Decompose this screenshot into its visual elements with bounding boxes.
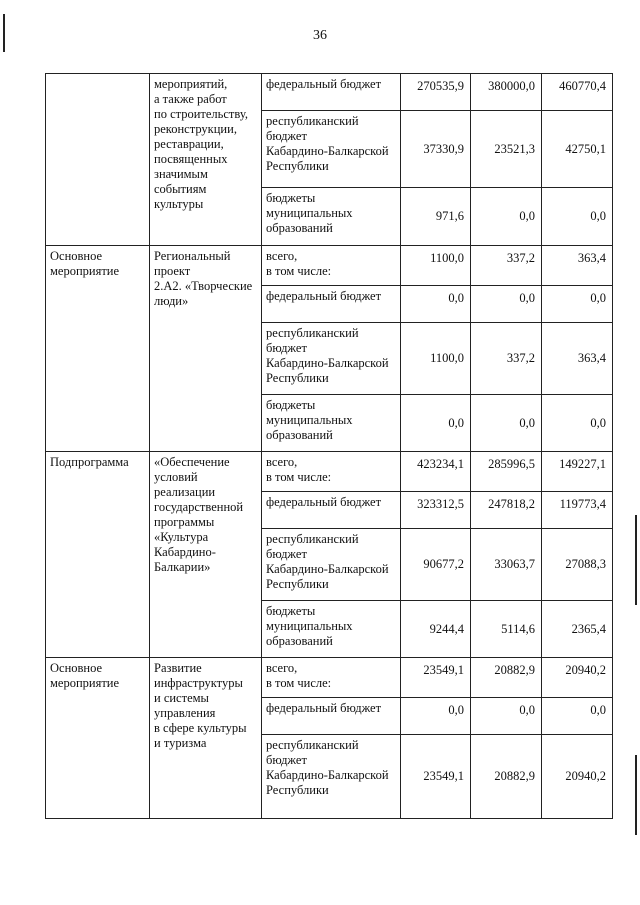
value-cell-year1: 323312,5 [401,492,471,529]
funding-source-cell: всего, в том числе: [262,246,401,286]
value-cell-year3: 27088,3 [542,529,613,601]
value-cell-year3: 0,0 [542,698,613,735]
funding-source-cell: республиканский бюджет Кабардино-Балкарской Республики [262,529,401,601]
value-cell-year2: 0,0 [471,698,542,735]
funding-source-cell: федеральный бюджет [262,286,401,323]
value-cell-year1: 37330,9 [401,111,471,188]
funding-source-cell: республиканский бюджет Кабардино-Балкарской Республики [262,323,401,395]
item-type-cell: Подпрограмма [46,452,150,658]
funding-source-cell: федеральный бюджет [262,698,401,735]
value-cell-year3: 42750,1 [542,111,613,188]
funding-source-cell: бюджеты муниципальных образований [262,395,401,452]
funding-source-cell: республиканский бюджет Кабардино-Балкарской Республики [262,111,401,188]
item-name-cell: Развитие инфраструктуры и системы управления в сфере культуры и туризма [150,658,262,819]
item-name-cell: мероприятий, а также работ по строительству, реконструкции, реставрации, посвященных значимым событиям культуры [150,74,262,246]
value-cell-year3: 149227,1 [542,452,613,492]
value-cell-year2: 0,0 [471,286,542,323]
value-cell-year2: 5114,6 [471,601,542,658]
value-cell-year3: 363,4 [542,323,613,395]
value-cell-year2: 23521,3 [471,111,542,188]
value-cell-year2: 337,2 [471,246,542,286]
value-cell-year2: 337,2 [471,323,542,395]
value-cell-year2: 247818,2 [471,492,542,529]
value-cell-year3: 20940,2 [542,735,613,819]
value-cell-year2: 20882,9 [471,658,542,698]
right-margin-mark-top [635,515,637,605]
value-cell-year2: 0,0 [471,188,542,246]
table-row [46,74,613,111]
value-cell-year1: 23549,1 [401,658,471,698]
value-cell-year2: 380000,0 [471,74,542,111]
funding-source-cell: республиканский бюджет Кабардино-Балкарской Республики [262,735,401,819]
item-type-cell: Основное мероприятие [46,246,150,452]
budget-table [45,73,613,819]
value-cell-year1: 1100,0 [401,323,471,395]
value-cell-year3: 460770,4 [542,74,613,111]
value-cell-year1: 423234,1 [401,452,471,492]
funding-source-cell: бюджеты муниципальных образований [262,601,401,658]
value-cell-year3: 0,0 [542,286,613,323]
table-row [46,246,613,286]
funding-source-cell: всего, в том числе: [262,658,401,698]
value-cell-year1: 0,0 [401,698,471,735]
funding-source-cell: всего, в том числе: [262,452,401,492]
value-cell-year1: 270535,9 [401,74,471,111]
item-name-cell: Региональный проект 2.А2. «Творческие люди» [150,246,262,452]
value-cell-year2: 285996,5 [471,452,542,492]
value-cell-year3: 0,0 [542,395,613,452]
left-margin-mark [3,14,5,52]
value-cell-year1: 23549,1 [401,735,471,819]
value-cell-year3: 0,0 [542,188,613,246]
value-cell-year1: 1100,0 [401,246,471,286]
item-name-cell: «Обеспечение условий реализации государственной программы «Культура Кабардино- Балкарии» [150,452,262,658]
value-cell-year1: 0,0 [401,286,471,323]
value-cell-year3: 119773,4 [542,492,613,529]
right-margin-mark-bottom [635,755,637,835]
value-cell-year1: 971,6 [401,188,471,246]
value-cell-year2: 33063,7 [471,529,542,601]
item-type-cell: Основное мероприятие [46,658,150,819]
page-number: 36 [313,28,327,43]
value-cell-year2: 0,0 [471,395,542,452]
value-cell-year3: 20940,2 [542,658,613,698]
table-row [46,452,613,492]
value-cell-year2: 20882,9 [471,735,542,819]
funding-source-cell: федеральный бюджет [262,74,401,111]
funding-source-cell: федеральный бюджет [262,492,401,529]
table-row [46,658,613,698]
value-cell-year1: 0,0 [401,395,471,452]
value-cell-year1: 9244,4 [401,601,471,658]
item-type-cell [46,74,150,246]
value-cell-year3: 363,4 [542,246,613,286]
value-cell-year1: 90677,2 [401,529,471,601]
funding-source-cell: бюджеты муниципальных образований [262,188,401,246]
value-cell-year3: 2365,4 [542,601,613,658]
